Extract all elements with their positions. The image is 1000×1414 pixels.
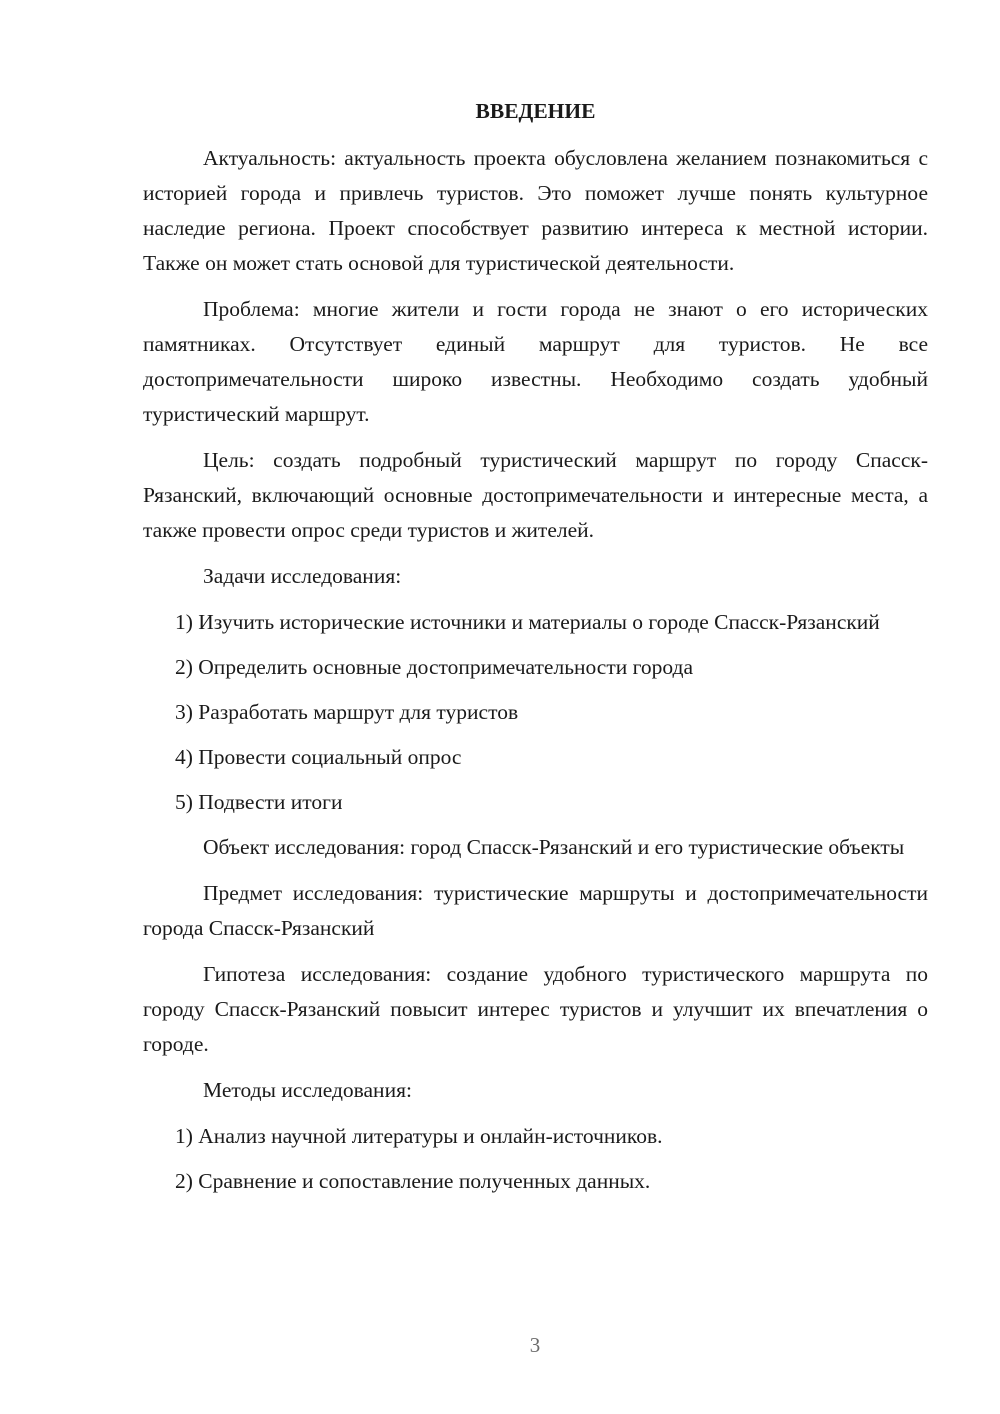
task-item-4: 4) Провести социальный опрос [175, 745, 462, 769]
tasks-title: Задачи исследования: [203, 564, 402, 588]
task-item-1: 1) Изучить исторические источники и материалы о городе Спасск-Рязанский [175, 610, 880, 634]
method-item-1: 1) Анализ научной литературы и онлайн-источников. [175, 1124, 663, 1148]
paragraph-problem: Проблема: многие жители и гости города не знают о его исторических памятниках. Отсутствует единый маршрут для туристов. Не все достопримечательности широко известны. Необходимо создать удобный туристический маршрут. [143, 297, 928, 426]
document-page [143, 94, 928, 1209]
methods-title: Методы исследования: [203, 1078, 412, 1102]
task-item-3: 3) Разработать маршрут для туристов [175, 700, 519, 724]
paragraph-object: Объект исследования: город Спасск-Рязанский и его туристические объекты [203, 835, 905, 859]
task-item-5: 5) Подвести итоги [175, 790, 343, 814]
section-heading: ВВЕДЕНИЕ [475, 99, 596, 123]
method-item-2: 2) Сравнение и сопоставление полученных данных. [175, 1169, 651, 1193]
paragraph-subject: Предмет исследования: туристические маршруты и достопримечательности города Спасск-Рязанский [143, 881, 928, 940]
page-number: 3 [529, 1333, 541, 1357]
paragraph-goal: Цель: создать подробный туристический маршрут по городу Спасск-Рязанский, включающий основные достопримечательности и интересные места, а также провести опрос среди туристов и жителей. [143, 448, 928, 542]
paragraph-relevance: Актуальность: актуальность проекта обусловлена желанием познакомиться с историей города и привлечь туристов. Это поможет лучше понять культурное наследие региона. Проект способствует развитию интереса к местной истории. Также он может стать основой для туристической деятельности. [143, 146, 928, 275]
paragraph-hypothesis: Гипотеза исследования: создание удобного туристического маршрута по городу Спасск-Рязанский повысит интерес туристов и улучшит их впечатления о городе. [143, 962, 928, 1056]
task-item-2: 2) Определить основные достопримечательности города [175, 655, 694, 679]
